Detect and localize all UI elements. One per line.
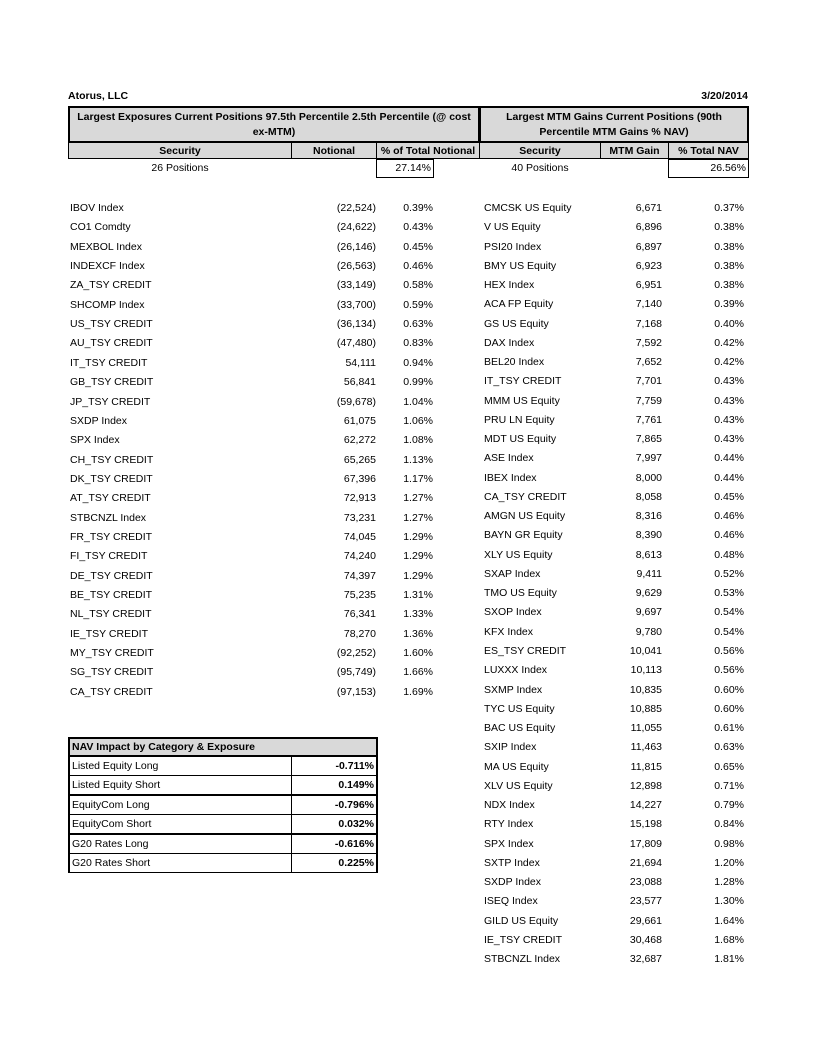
notional-value: 74,045 bbox=[343, 530, 376, 543]
notional-value: (97,153) bbox=[336, 685, 376, 698]
security-name: SXDP Index bbox=[484, 876, 542, 889]
pct-notional-value: 1.04% bbox=[403, 395, 433, 408]
col-header-mtm-gain: MTM Gain bbox=[600, 142, 669, 159]
security-name: ACA FP Equity bbox=[484, 298, 554, 311]
table-row bbox=[0, 470, 816, 486]
col-header-pct-nav: % Total NAV bbox=[668, 142, 749, 159]
notional-value: 62,272 bbox=[343, 434, 376, 447]
mtm-gain-value: 10,885 bbox=[629, 702, 662, 715]
security-name: MY_TSY CREDIT bbox=[70, 647, 154, 660]
mtm-gain-value: 7,701 bbox=[635, 375, 662, 388]
mtm-gain-value: 12,898 bbox=[629, 779, 662, 792]
notional-value: 74,397 bbox=[343, 569, 376, 582]
security-name: MEXBOL Index bbox=[70, 240, 142, 253]
mtm-gain-value: 7,652 bbox=[635, 356, 662, 369]
notional-value: (33,149) bbox=[336, 279, 376, 292]
security-name: CO1 Comdty bbox=[70, 221, 131, 234]
security-name: MA US Equity bbox=[484, 760, 549, 773]
mtm-gain-value: 6,923 bbox=[635, 259, 662, 272]
pct-notional-value: 1.31% bbox=[403, 589, 433, 601]
security-name: AU_TSY CREDIT bbox=[70, 337, 153, 350]
pct-nav-value: 1.30% bbox=[714, 895, 744, 908]
table-row bbox=[0, 720, 816, 736]
table-row bbox=[0, 239, 816, 255]
nav-category-label: Listed Equity Short bbox=[68, 775, 292, 795]
mtm-gain-value: 29,661 bbox=[629, 914, 662, 927]
notional-value: (36,134) bbox=[336, 318, 376, 331]
security-name: AT_TSY CREDIT bbox=[70, 492, 151, 505]
security-name: PRU LN Equity bbox=[484, 413, 555, 426]
security-name: GB_TSY CREDIT bbox=[70, 376, 154, 389]
pct-notional-value: 1.17% bbox=[403, 472, 433, 485]
security-name: TYC US Equity bbox=[484, 702, 555, 715]
pct-notional-value: 1.29% bbox=[403, 550, 433, 563]
security-name: CMCSK US Equity bbox=[484, 202, 572, 214]
pct-nav-value: 0.61% bbox=[714, 722, 744, 735]
left-total-pct: 27.14% bbox=[376, 159, 434, 178]
mtm-gain-value: 7,865 bbox=[635, 433, 662, 446]
security-name: IBEX Index bbox=[484, 471, 537, 484]
notional-value: (59,678) bbox=[336, 395, 376, 408]
pct-nav-value: 0.43% bbox=[714, 413, 744, 426]
security-name: PSI20 Index bbox=[484, 240, 542, 253]
pct-notional-value: 1.66% bbox=[403, 666, 433, 679]
pct-nav-value: 0.52% bbox=[714, 567, 744, 580]
security-name: IE_TSY CREDIT bbox=[70, 627, 148, 640]
mtm-gain-value: 9,697 bbox=[635, 606, 662, 619]
table-row bbox=[0, 258, 816, 274]
security-name: IE_TSY CREDIT bbox=[484, 933, 562, 946]
security-name: BMY US Equity bbox=[484, 259, 557, 272]
pct-nav-value: 0.42% bbox=[714, 356, 744, 369]
pct-nav-value: 0.38% bbox=[714, 240, 744, 253]
security-name: RTY Index bbox=[484, 818, 534, 831]
security-name: BAC US Equity bbox=[484, 722, 556, 735]
mtm-gain-value: 6,897 bbox=[635, 240, 662, 253]
security-name: SPX Index bbox=[484, 837, 534, 850]
mtm-gain-value: 9,629 bbox=[635, 587, 662, 600]
mtm-gain-value: 8,390 bbox=[635, 529, 662, 542]
nav-impact-value: 0.225% bbox=[291, 853, 378, 873]
col-header-pct-notional: % of Total Notional bbox=[376, 142, 480, 159]
nav-impact-value: -0.616% bbox=[291, 834, 378, 854]
security-name: KFX Index bbox=[484, 625, 534, 638]
mtm-gain-value: 23,577 bbox=[629, 895, 662, 908]
security-name: SPX Index bbox=[70, 434, 120, 447]
security-name: XLV US Equity bbox=[484, 779, 553, 792]
mtm-gain-value: 11,463 bbox=[630, 741, 662, 754]
security-name: DK_TSY CREDIT bbox=[70, 472, 153, 485]
mtm-gain-value: 17,809 bbox=[629, 837, 662, 850]
table-row bbox=[0, 682, 816, 698]
security-name: JP_TSY CREDIT bbox=[70, 395, 151, 408]
pct-notional-value: 1.27% bbox=[403, 511, 433, 524]
pct-nav-value: 1.64% bbox=[714, 914, 744, 927]
security-name: ZA_TSY CREDIT bbox=[70, 279, 152, 292]
security-name: XLY US Equity bbox=[484, 548, 553, 561]
pct-nav-value: 0.43% bbox=[714, 375, 744, 388]
security-name: GILD US Equity bbox=[484, 914, 559, 927]
mtm-gain-value: 7,592 bbox=[635, 336, 662, 349]
mtm-gain-value: 10,113 bbox=[630, 664, 662, 677]
right-total-pct: 26.56% bbox=[668, 159, 749, 178]
pct-nav-value: 0.79% bbox=[714, 799, 744, 812]
pct-nav-value: 0.48% bbox=[714, 548, 744, 561]
notional-value: 67,396 bbox=[343, 472, 376, 485]
mtm-gain-value: 11,055 bbox=[630, 722, 662, 735]
pct-nav-value: 0.43% bbox=[714, 433, 744, 446]
pct-notional-value: 0.59% bbox=[403, 298, 433, 311]
pct-notional-value: 1.08% bbox=[403, 434, 433, 447]
pct-notional-value: 1.13% bbox=[403, 453, 433, 466]
notional-value: 78,270 bbox=[343, 627, 376, 640]
security-name: FI_TSY CREDIT bbox=[70, 550, 148, 563]
pct-notional-value: 0.45% bbox=[403, 240, 433, 253]
security-name: MMM US Equity bbox=[484, 394, 560, 407]
table-row bbox=[0, 624, 816, 640]
pct-notional-value: 0.63% bbox=[403, 318, 433, 331]
mtm-gain-value: 32,687 bbox=[629, 953, 662, 966]
mtm-gain-value: 7,168 bbox=[635, 317, 662, 330]
security-name: BEL20 Index bbox=[484, 356, 545, 369]
security-name: SXOP Index bbox=[484, 606, 542, 619]
table-row bbox=[0, 219, 816, 235]
security-name: CH_TSY CREDIT bbox=[70, 453, 154, 466]
col-header-security: Security bbox=[68, 142, 292, 159]
table-row bbox=[0, 354, 816, 370]
security-name: AMGN US Equity bbox=[484, 510, 566, 523]
table-row bbox=[0, 932, 816, 948]
table-row bbox=[0, 874, 816, 890]
pct-nav-value: 0.43% bbox=[714, 394, 744, 407]
notional-value: (95,749) bbox=[336, 666, 376, 679]
pct-nav-value: 0.53% bbox=[714, 587, 744, 600]
table-row bbox=[0, 913, 816, 929]
security-name: SXTP Index bbox=[484, 856, 540, 869]
security-name: DAX Index bbox=[484, 336, 535, 349]
table-row bbox=[0, 393, 816, 409]
notional-value: (24,622) bbox=[336, 221, 376, 234]
security-name: US_TSY CREDIT bbox=[70, 318, 153, 331]
pct-nav-value: 1.28% bbox=[714, 876, 744, 889]
pct-notional-value: 1.29% bbox=[403, 530, 433, 543]
col-header-security-right: Security bbox=[479, 142, 601, 159]
mtm-gain-value: 7,997 bbox=[635, 452, 662, 465]
security-name: NDX Index bbox=[484, 799, 535, 812]
mtm-gain-value: 14,227 bbox=[629, 799, 662, 812]
nav-category-label: EquityCom Short bbox=[68, 814, 292, 834]
mtm-gain-value: 7,759 bbox=[635, 394, 662, 407]
table-row bbox=[0, 489, 816, 505]
mtm-gain-value: 10,041 bbox=[629, 644, 662, 657]
nav-impact-value: 0.032% bbox=[291, 814, 378, 834]
table-row bbox=[0, 662, 816, 678]
mtm-gain-value: 23,088 bbox=[629, 876, 662, 889]
security-name: DE_TSY CREDIT bbox=[70, 569, 153, 582]
nav-category-label: G20 Rates Long bbox=[68, 834, 292, 854]
security-name: ISEQ Index bbox=[484, 895, 538, 908]
table-row bbox=[0, 200, 816, 216]
pct-notional-value: 1.60% bbox=[403, 647, 433, 660]
right-positions-count: 40 Positions bbox=[511, 162, 569, 174]
mtm-gain-value: 8,000 bbox=[635, 471, 662, 484]
mtm-gain-value: 6,671 bbox=[635, 202, 662, 214]
security-name: SHCOMP Index bbox=[70, 298, 145, 311]
security-name: SXDP Index bbox=[70, 414, 128, 427]
nav-impact-value: -0.796% bbox=[291, 795, 378, 815]
pct-notional-value: 0.99% bbox=[403, 376, 433, 389]
mtm-gain-value: 8,316 bbox=[635, 510, 662, 523]
nav-category-label: Listed Equity Long bbox=[68, 756, 292, 776]
pct-notional-value: 0.46% bbox=[403, 260, 433, 273]
pct-nav-value: 0.42% bbox=[714, 336, 744, 349]
security-name: SXAP Index bbox=[484, 567, 541, 580]
security-name: HEX Index bbox=[484, 279, 535, 292]
pct-nav-value: 0.56% bbox=[714, 664, 744, 677]
security-name: ES_TSY CREDIT bbox=[484, 644, 567, 657]
security-name: LUXXX Index bbox=[484, 664, 548, 677]
security-name: CA_TSY CREDIT bbox=[70, 685, 153, 698]
notional-value: 73,231 bbox=[343, 511, 376, 524]
mtm-gain-value: 9,780 bbox=[635, 625, 662, 638]
pct-notional-value: 1.36% bbox=[403, 627, 433, 640]
pct-nav-value: 0.84% bbox=[714, 818, 744, 831]
table-row bbox=[0, 527, 816, 543]
pct-nav-value: 1.68% bbox=[714, 933, 744, 946]
security-name: IT_TSY CREDIT bbox=[70, 356, 148, 369]
notional-value: (33,700) bbox=[336, 298, 376, 311]
security-name: SG_TSY CREDIT bbox=[70, 666, 154, 679]
pct-nav-value: 0.45% bbox=[714, 490, 744, 503]
pct-nav-value: 0.37% bbox=[714, 202, 744, 214]
pct-notional-value: 1.27% bbox=[403, 492, 433, 505]
notional-value: 54,111 bbox=[345, 356, 376, 369]
table-row bbox=[0, 277, 816, 293]
notional-value: 56,841 bbox=[343, 376, 376, 389]
pct-notional-value: 0.94% bbox=[403, 356, 433, 369]
table-row bbox=[0, 547, 816, 563]
mtm-gain-value: 21,694 bbox=[629, 856, 662, 869]
security-name: SXMP Index bbox=[484, 683, 543, 696]
notional-value: 76,341 bbox=[343, 608, 376, 621]
nav-impact-title: NAV Impact by Category & Exposure bbox=[68, 737, 378, 756]
security-name: ASE Index bbox=[484, 452, 534, 465]
pct-notional-value: 1.69% bbox=[403, 685, 433, 698]
table-row bbox=[0, 508, 816, 524]
mtm-gain-value: 11,815 bbox=[630, 760, 662, 773]
mtm-gain-value: 8,613 bbox=[635, 548, 662, 561]
pct-nav-value: 0.46% bbox=[714, 510, 744, 523]
table-row bbox=[0, 335, 816, 351]
notional-value: (26,563) bbox=[336, 260, 376, 273]
pct-nav-value: 0.98% bbox=[714, 837, 744, 850]
mtm-gain-value: 6,896 bbox=[635, 221, 662, 234]
pct-notional-value: 1.33% bbox=[403, 608, 433, 621]
mtm-gain-value: 9,411 bbox=[636, 567, 662, 580]
security-name: BE_TSY CREDIT bbox=[70, 589, 153, 601]
security-name: IBOV Index bbox=[70, 202, 124, 214]
pct-notional-value: 0.43% bbox=[403, 221, 433, 234]
table-row bbox=[0, 643, 816, 659]
pct-nav-value: 0.38% bbox=[714, 221, 744, 234]
security-name: BAYN GR Equity bbox=[484, 529, 563, 542]
pct-nav-value: 0.38% bbox=[714, 259, 744, 272]
table-row bbox=[0, 951, 816, 967]
mtm-gain-value: 15,198 bbox=[629, 818, 662, 831]
pct-notional-value: 0.58% bbox=[403, 279, 433, 292]
pct-nav-value: 0.65% bbox=[714, 760, 744, 773]
col-header-notional: Notional bbox=[291, 142, 377, 159]
pct-nav-value: 0.44% bbox=[714, 452, 744, 465]
table-row bbox=[0, 296, 816, 312]
pct-nav-value: 0.54% bbox=[714, 625, 744, 638]
security-name: V US Equity bbox=[484, 221, 541, 234]
table-row bbox=[0, 450, 816, 466]
notional-value: 65,265 bbox=[343, 453, 376, 466]
security-name: INDEXCF Index bbox=[70, 260, 145, 273]
mtm-gain-value: 7,140 bbox=[635, 298, 662, 311]
nav-impact-value: 0.149% bbox=[291, 775, 378, 795]
notional-value: 72,913 bbox=[343, 492, 376, 505]
pct-nav-value: 0.38% bbox=[714, 279, 744, 292]
pct-nav-value: 0.71% bbox=[714, 779, 744, 792]
table-row bbox=[0, 431, 816, 447]
notional-value: (22,524) bbox=[336, 202, 376, 214]
pct-nav-value: 0.54% bbox=[714, 606, 744, 619]
left-positions-count: 26 Positions bbox=[151, 162, 209, 174]
notional-value: (26,146) bbox=[336, 240, 376, 253]
pct-nav-value: 0.39% bbox=[714, 298, 744, 311]
nav-category-label: G20 Rates Short bbox=[68, 853, 292, 873]
nav-category-label: EquityCom Long bbox=[68, 795, 292, 815]
table-row bbox=[0, 373, 816, 389]
pct-nav-value: 1.20% bbox=[714, 856, 744, 869]
pct-nav-value: 0.44% bbox=[714, 471, 744, 484]
left-section-title: Largest Exposures Current Positions 97.5th Percentile 2.5th Percentile (@ cost ex-MTM) bbox=[68, 106, 480, 143]
notional-value: 74,240 bbox=[343, 550, 376, 563]
pct-notional-value: 0.39% bbox=[403, 202, 433, 214]
mtm-gain-value: 7,761 bbox=[635, 413, 662, 426]
security-name: IT_TSY CREDIT bbox=[484, 375, 562, 388]
security-name: MDT US Equity bbox=[484, 433, 557, 446]
pct-nav-value: 0.56% bbox=[714, 644, 744, 657]
mtm-gain-value: 10,835 bbox=[629, 683, 662, 696]
mtm-gain-value: 6,951 bbox=[635, 279, 662, 292]
security-name: STBCNZL Index bbox=[70, 511, 147, 524]
nav-impact-value: -0.711% bbox=[291, 756, 378, 776]
table-row bbox=[0, 604, 816, 620]
mtm-gain-value: 8,058 bbox=[635, 490, 662, 503]
pct-nav-value: 0.60% bbox=[714, 683, 744, 696]
mtm-gain-value: 30,468 bbox=[629, 933, 662, 946]
notional-value: (92,252) bbox=[336, 647, 376, 660]
security-name: TMO US Equity bbox=[484, 587, 557, 600]
table-row bbox=[0, 893, 816, 909]
pct-notional-value: 0.83% bbox=[403, 337, 433, 350]
table-row bbox=[0, 316, 816, 332]
pct-notional-value: 1.29% bbox=[403, 569, 433, 582]
company-name: Atorus, LLC bbox=[68, 90, 129, 102]
security-name: NL_TSY CREDIT bbox=[70, 608, 152, 621]
security-name: SXIP Index bbox=[484, 741, 537, 754]
pct-nav-value: 1.81% bbox=[714, 953, 744, 966]
security-name: GS US Equity bbox=[484, 317, 549, 330]
security-name: STBCNZL Index bbox=[484, 953, 561, 966]
table-row bbox=[0, 585, 816, 601]
pct-nav-value: 0.63% bbox=[714, 741, 744, 754]
table-row bbox=[0, 412, 816, 428]
right-section-title: Largest MTM Gains Current Positions (90th Percentile MTM Gains % NAV) bbox=[479, 106, 749, 143]
notional-value: (47,480) bbox=[336, 337, 376, 350]
notional-value: 61,075 bbox=[343, 414, 376, 427]
report-date: 3/20/2014 bbox=[701, 90, 748, 102]
table-row bbox=[0, 701, 816, 717]
pct-nav-value: 0.40% bbox=[714, 317, 744, 330]
pct-nav-value: 0.60% bbox=[714, 702, 744, 715]
table-row bbox=[0, 566, 816, 582]
security-name: FR_TSY CREDIT bbox=[70, 530, 153, 543]
security-name: CA_TSY CREDIT bbox=[484, 490, 567, 503]
pct-notional-value: 1.06% bbox=[403, 414, 433, 427]
notional-value: 75,235 bbox=[343, 589, 376, 601]
pct-nav-value: 0.46% bbox=[714, 529, 744, 542]
